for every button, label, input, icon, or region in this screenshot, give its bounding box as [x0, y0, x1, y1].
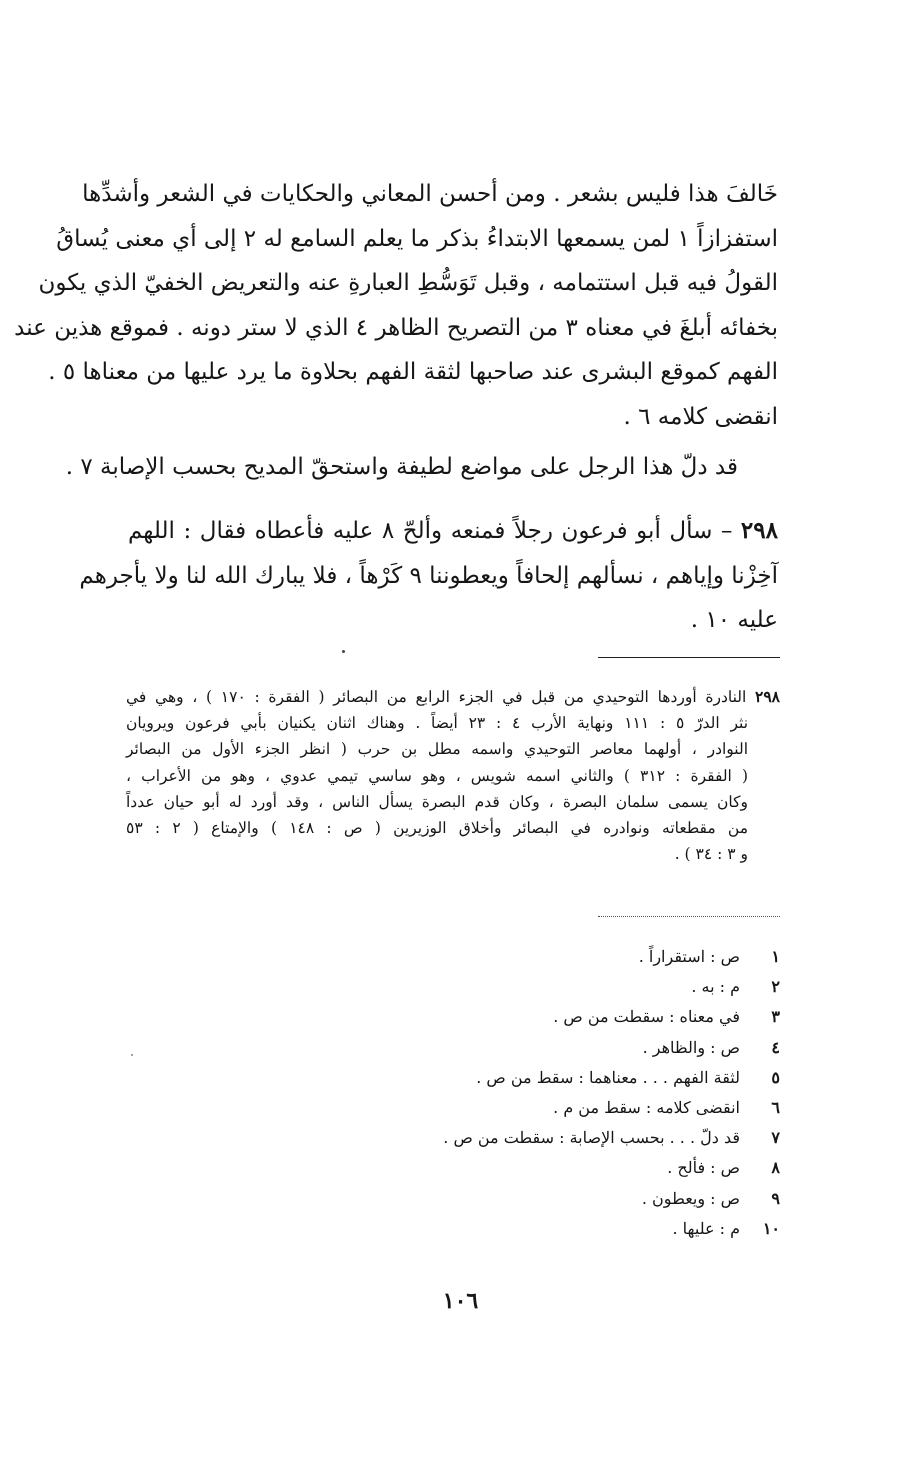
- apparatus-text: لثقة الفهم . . . معناهما : سقط من ص .: [476, 1067, 740, 1087]
- apparatus-row: [443, 1184, 780, 1214]
- apparatus-number: ٦: [771, 1097, 780, 1117]
- apparatus-row: [443, 1093, 780, 1123]
- main-paragraph: [14, 172, 778, 439]
- footnote-line: نثر الدرّ ٥ : ١١١ ونهاية الأرب ٤ : ٢٣ أيضاً . وهناك اثنان يكنيان بأبي فرعون ويرويان: [126, 714, 749, 733]
- entry-line: – سأل أبو فرعون رجلاً فمنعه وألحّ ٨ عليه فأعطاه فقال : اللهم: [128, 518, 733, 544]
- footnote-separator: [598, 657, 780, 658]
- apparatus-number: ٧: [771, 1128, 780, 1148]
- page-number: ١٠٦: [442, 1288, 479, 1314]
- entry-298: [79, 509, 778, 643]
- apparatus-text: انقضى كلامه : سقط من م .: [553, 1097, 740, 1117]
- footnote-line: ( الفقرة : ٣١٢ ) والثاني اسمه شويس ، وهو ساسي تيمي عدوي ، وهو من الأعراب ،: [126, 766, 748, 785]
- apparatus-text: ص : فألح .: [667, 1158, 740, 1178]
- apparatus-row: [443, 942, 780, 972]
- apparatus-text: م : عليها .: [672, 1218, 740, 1238]
- footnote-298: [126, 684, 780, 867]
- apparatus-row: [443, 1002, 780, 1032]
- critical-apparatus: [443, 942, 780, 1244]
- main-line: القولُ فيه قبل استتمامه ، وقبل تَوَسُّطِ العبارةِ عنه والتعريض الخفيّ الذي يكون: [38, 270, 778, 296]
- footnote-number: ٢٩٨: [755, 687, 780, 706]
- paper-speck: [131, 1054, 133, 1056]
- main-line: الفهم كموقع البشرى عند صاحبها لثقة الفهم بحلاوة ما يرد عليها من معناها ٥ .: [48, 359, 778, 385]
- commentary-paragraph: [65, 445, 778, 489]
- apparatus-number: ١٠: [762, 1218, 780, 1238]
- apparatus-number: ٣: [771, 1007, 780, 1027]
- apparatus-number: ٩: [771, 1188, 780, 1208]
- apparatus-number: ٤: [771, 1037, 780, 1057]
- apparatus-number: ٨: [771, 1158, 780, 1178]
- main-line: بخفائه أبلغَ في معناه ٣ من التصريح الظاهر ٤ الذي لا ستر دونه . فموقع هذين عند: [14, 314, 778, 341]
- main-line: انقضى كلامه ٦ .: [623, 403, 778, 430]
- main-line: استفزازاً ١ لمن يسمعها الابتداءُ بذكر ما يعلم السامع له ٢ إلى أي معنى يُساقُ: [56, 225, 778, 252]
- footnote-line: النادرة أوردها التوحيدي من قبل في الجزء الرابع من البصائر ( الفقرة : ١٧٠ ) ، وهي في: [126, 688, 747, 706]
- apparatus-row: [443, 1033, 780, 1063]
- footnote-first-line: [126, 684, 780, 710]
- ink-dot: [342, 650, 345, 653]
- entry-first-line: [128, 509, 778, 554]
- entry-line: عليه ١٠ .: [690, 607, 778, 633]
- footnote-line: من مقطعاته ونوادره في البصائر وأخلاق الوزيرين ( ص : ١٤٨ ) والإمتاع ( ٢ : ٥٣: [126, 818, 749, 837]
- entry-line: آخِزْنا وإياهم ، نسألهم إلحافاً ويعطوننا ٩ كَرْهاً ، فلا يبارك الله لنا ولا يأجرهم: [79, 562, 778, 589]
- apparatus-text: في معناه : سقطت من ص .: [553, 1007, 740, 1027]
- apparatus-text: ص : والظاهر .: [642, 1037, 740, 1057]
- apparatus-row: [443, 1063, 780, 1093]
- apparatus-row: [443, 1153, 780, 1183]
- apparatus-number: ٥: [771, 1067, 780, 1087]
- entry-number: ٢٩٨: [740, 517, 778, 544]
- apparatus-text: قد دلّ . . . بحسب الإصابة : سقطت من ص .: [443, 1128, 740, 1148]
- apparatus-row: [443, 1214, 780, 1244]
- commentary-line: قد دلّ هذا الرجل على مواضع لطيفة واستحقّ المديح بحسب الإصابة ٧ .: [65, 454, 738, 480]
- apparatus-text: ص : استقراراً .: [638, 947, 740, 966]
- apparatus-text: ص : ويعطون .: [641, 1188, 740, 1208]
- apparatus-row: [443, 1123, 780, 1153]
- apparatus-separator: [598, 916, 780, 917]
- footnote-line: وكان يسمى سلمان البصرة ، وكان قدم البصرة يسأل الناس ، وقد أورد له أبو حيان عدداً: [126, 792, 748, 811]
- apparatus-number: ٢: [771, 977, 780, 997]
- footnote-line: النوادر ، أولهما معاصر التوحيدي واسمه مطل بن حرب ( انظر الجزء الأول من البصائر: [126, 740, 748, 759]
- main-line: خَالفَ هذا فليس بشعر . ومن أحسن المعاني والحكايات في الشعر وأشدِّها: [82, 181, 778, 207]
- apparatus-row: [443, 972, 780, 1002]
- apparatus-number: ١: [771, 947, 780, 966]
- footnote-line: و ٣ : ٣٤ ) .: [674, 845, 748, 864]
- apparatus-text: م : به .: [691, 977, 740, 997]
